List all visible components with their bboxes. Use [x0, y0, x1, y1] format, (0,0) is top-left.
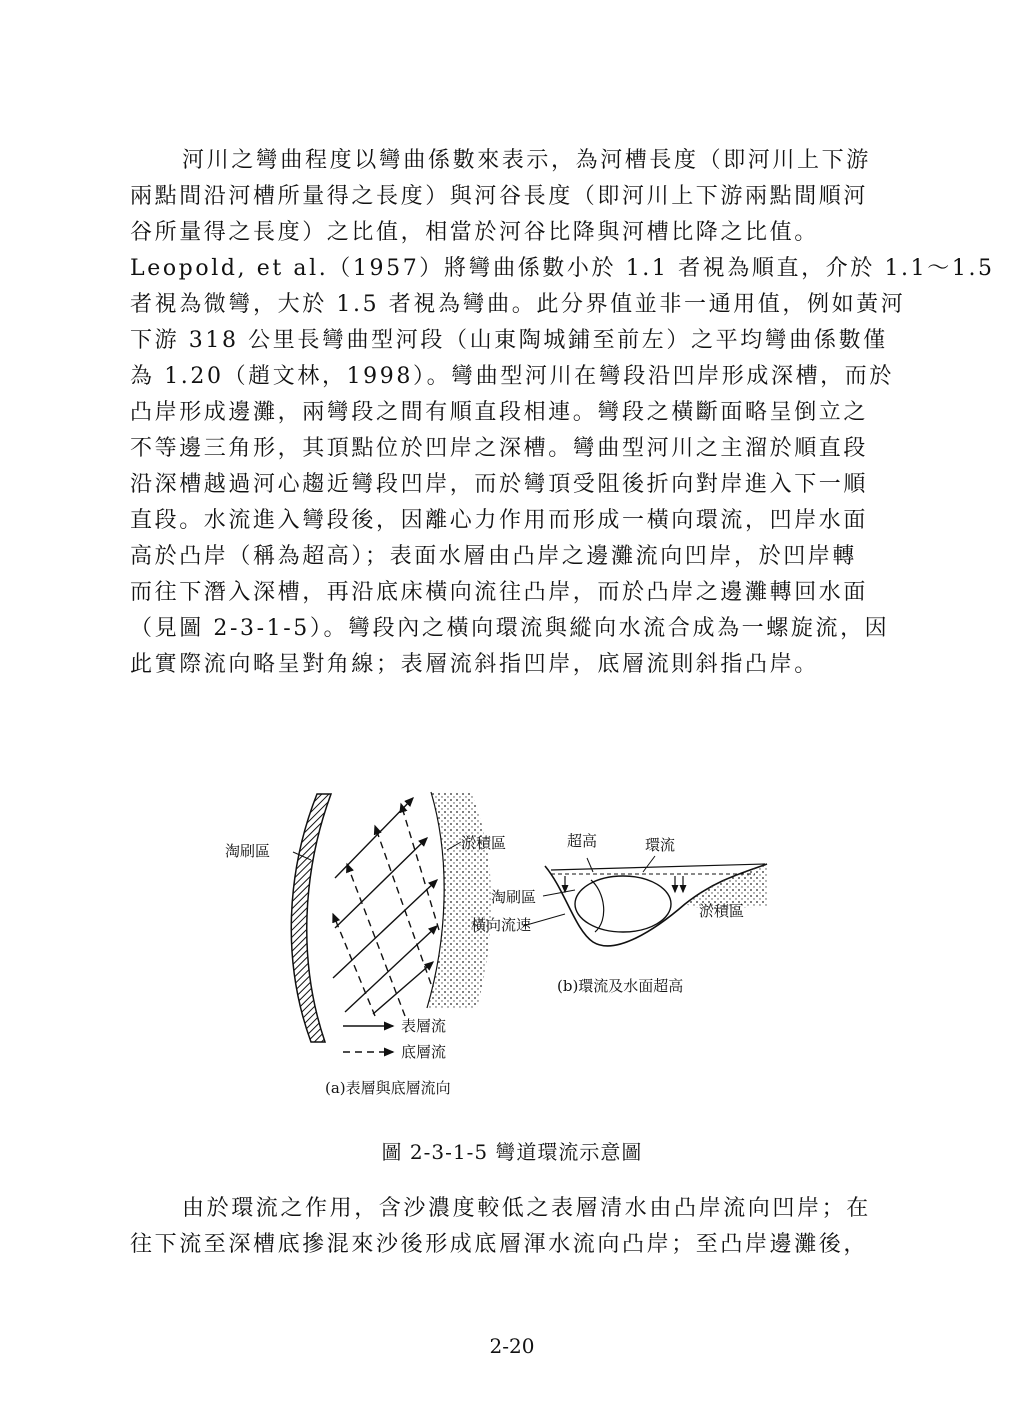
- text-line: 凸岸形成邊灘，兩彎段之間有順直段相連。彎段之橫斷面略呈倒立之: [130, 400, 869, 425]
- circulation-label: 環流: [645, 836, 676, 854]
- panel-b: [471, 832, 767, 995]
- body-paragraph-2: [130, 1191, 900, 1263]
- convex-bank-bar: [427, 792, 491, 1008]
- lateral-velocity-label: 橫向流速: [471, 916, 532, 934]
- figure-caption: 圖 2-3-1-5 彎道環流示意圖: [381, 1140, 643, 1164]
- text-line: 者視為微彎，大於 1.5 者視為彎曲。此分界值並非一通用值，例如黃河: [130, 292, 906, 317]
- bend-circulation-figure: [215, 780, 775, 1110]
- text-line: Leopold, et al.（1957）將彎曲係數小於 1.1 者視為順直，介於 1.1～1.5: [130, 256, 995, 281]
- surface-flow-lines: [333, 798, 437, 1014]
- text-line: 而往下潛入深槽，再沿底床橫向流往凸岸，而於凸岸之邊灘轉回水面: [130, 580, 869, 605]
- text-line: 兩點間沿河槽所量得之長度）與河谷長度（即河川上下游兩點間順河: [130, 184, 869, 209]
- text-line: 谷所量得之長度）之比值，相當於河谷比降與河槽比降之比值。: [130, 220, 819, 245]
- page-number: 2-20: [489, 1334, 535, 1358]
- text-line: 由於環流之作用，含沙濃度較低之表層清水由凸岸流向凹岸；在: [182, 1196, 871, 1221]
- caption-a: (a)表層與底層流向: [325, 1079, 451, 1097]
- deposit-zone-label-b: 淤積區: [699, 902, 745, 920]
- text-line: 為 1.20（趙文林，1998）。彎曲型河川在彎段沿凹岸形成深槽，而於: [130, 364, 894, 389]
- concave-bank: [291, 794, 331, 1042]
- legend-surface-label: 表層流: [401, 1017, 447, 1035]
- circulation-loop: [575, 876, 671, 932]
- deposit-zone-label-a: 淤積區: [461, 834, 507, 852]
- caption-b: (b)環流及水面超高: [557, 977, 684, 995]
- figure-svg: [215, 780, 775, 1110]
- legend-bottom-label: 底層流: [401, 1043, 447, 1061]
- bottom-flow-lines: [333, 804, 439, 1016]
- superelevation-label: 超高: [567, 832, 598, 850]
- text-line: 沿深槽越過河心趨近彎段凹岸，而於彎頂受阻後折向對岸進入下一順: [130, 472, 869, 497]
- panel-a: [225, 792, 506, 1097]
- text-line: 河川之彎曲程度以彎曲係數來表示，為河槽長度（即河川上下游: [182, 148, 871, 173]
- text-line: （見圖 2-3-1-5）。彎段內之橫向環流與縱向水流合成為一螺旋流，因: [130, 616, 890, 641]
- text-line: 直段。水流進入彎段後，因離心力作用而形成一橫向環流，凹岸水面: [130, 508, 869, 533]
- text-line: 高於凸岸（稱為超高）；表面水層由凸岸之邊灘流向凹岸，於凹岸轉: [130, 544, 858, 569]
- scour-zone-label-b: 淘刷區: [491, 888, 537, 906]
- text-line: 下游 318 公里長彎曲型河段（山東陶城鋪至前左）之平均彎曲係數僅: [130, 328, 888, 353]
- text-line: 不等邊三角形，其頂點位於凹岸之深槽。彎曲型河川之主溜於順直段: [130, 436, 869, 461]
- text-line: 往下流至深槽底摻混來沙後形成底層渾水流向凸岸；至凸岸邊灘後，: [130, 1232, 869, 1257]
- body-paragraph-1: [130, 143, 995, 683]
- text-line: 此實際流向略呈對角線；表層流斜指凹岸，底層流則斜指凸岸。: [130, 652, 819, 677]
- scour-zone-label-a: 淘刷區: [225, 842, 271, 860]
